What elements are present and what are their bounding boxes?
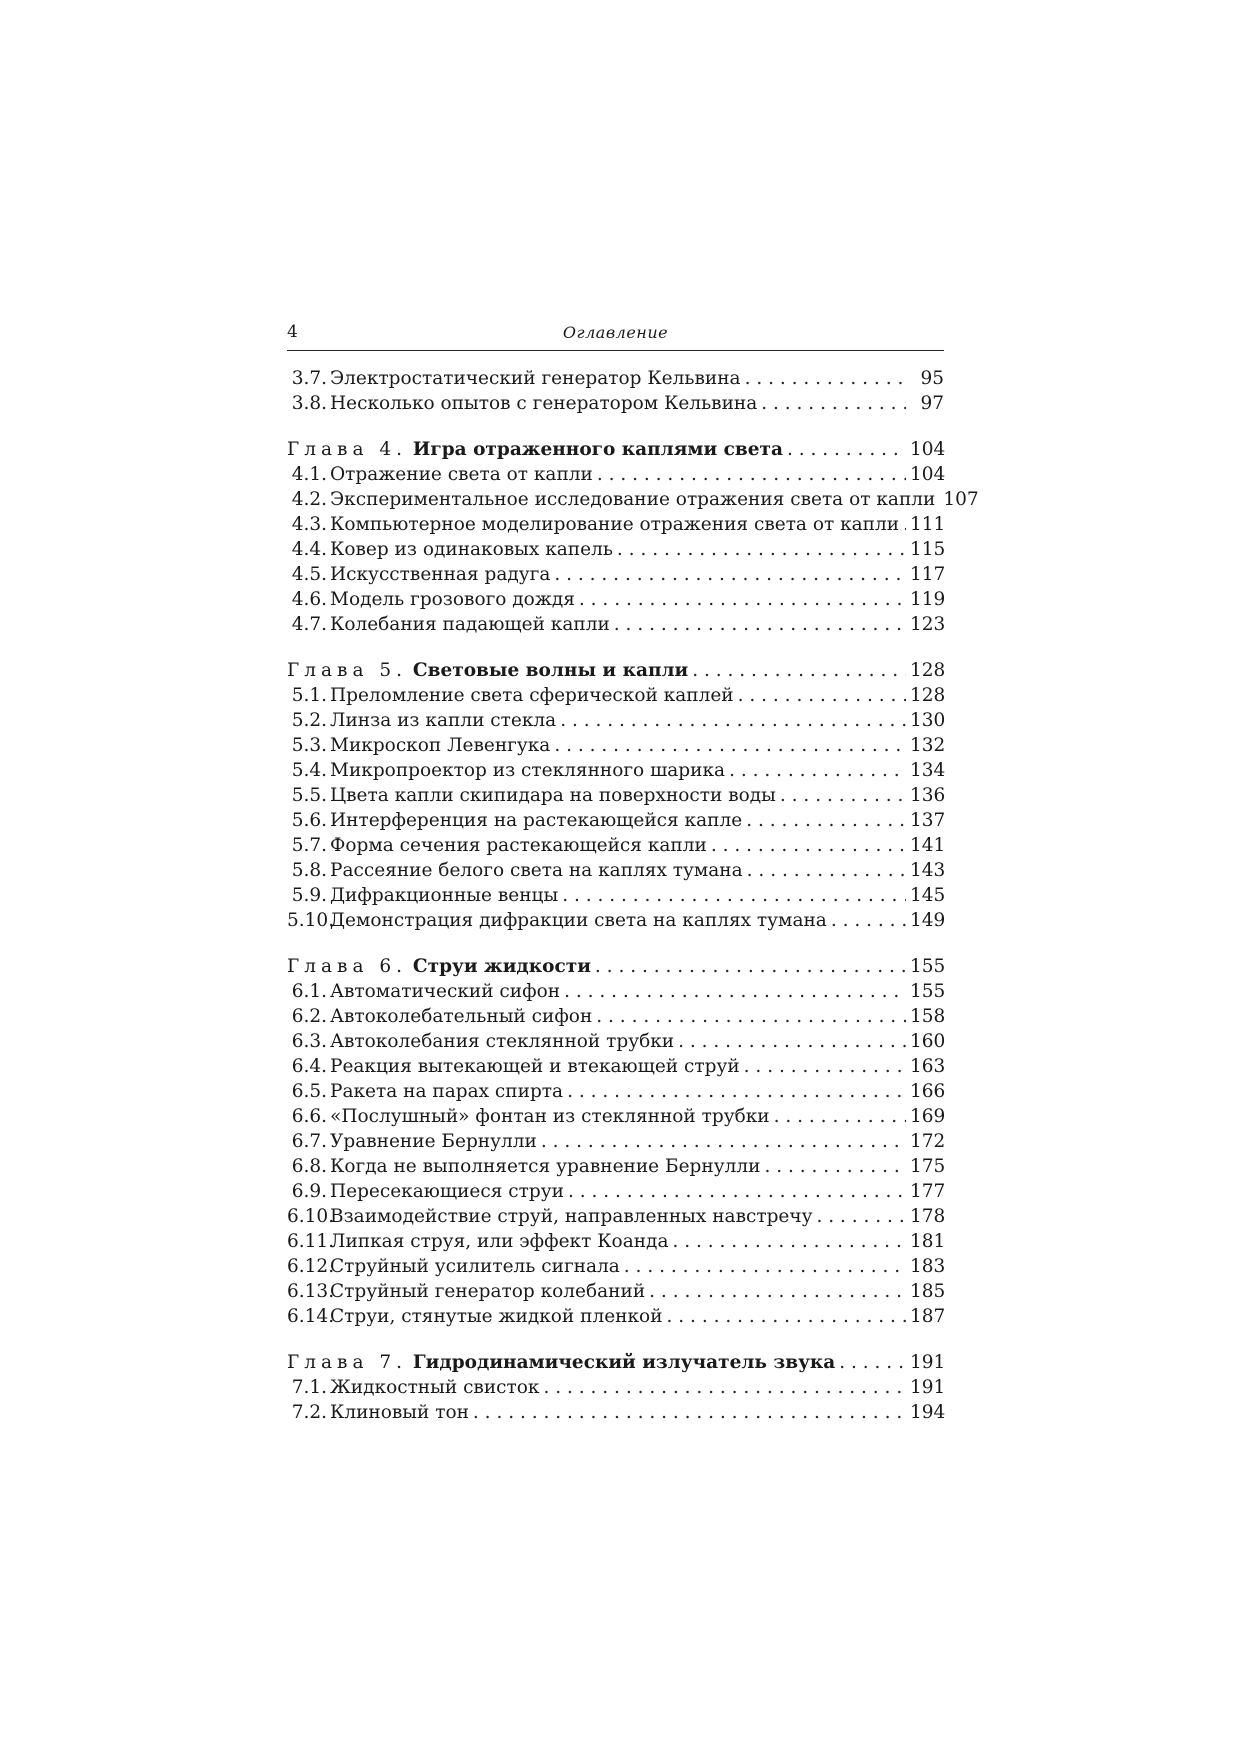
section-page: 97 xyxy=(920,393,944,414)
toc-entry xyxy=(287,1179,944,1204)
section-title: Преломление света сферической каплей xyxy=(330,685,734,706)
section-title: «Послушный» фонтан из стеклянной трубки xyxy=(330,1106,770,1127)
section-page: 107 xyxy=(943,489,979,510)
section-title: Жидкостный свисток xyxy=(330,1377,540,1398)
section-title: Струйный усилитель сигнала xyxy=(330,1256,620,1277)
toc-entry xyxy=(287,683,944,708)
toc-entry xyxy=(287,1400,944,1425)
chapter-page: 191 xyxy=(910,1352,946,1373)
section-title: Взаимодействие струй, направленных навстречу xyxy=(330,1206,813,1227)
section-title: Экспериментальное исследование отражения света от капли xyxy=(330,489,936,510)
section-number: 6.14. xyxy=(287,1306,335,1327)
dot-leader xyxy=(744,1054,906,1079)
section-number: 5.6. xyxy=(291,810,327,831)
section-title: Реакция вытекающей и втекающей струй xyxy=(330,1056,740,1077)
section-number: 4.6. xyxy=(291,589,327,610)
section-number: 5.1. xyxy=(291,685,327,706)
section-number: 7.2. xyxy=(291,1402,327,1423)
dot-leader xyxy=(747,858,906,883)
section-title: Рассеяние белого света на каплях тумана xyxy=(330,860,743,881)
dot-leader xyxy=(678,1029,906,1054)
section-number: 4.2. xyxy=(291,489,327,510)
dot-leader xyxy=(764,1154,906,1179)
dot-leader xyxy=(649,1279,906,1304)
section-number: 3.7. xyxy=(291,368,327,389)
dot-leader xyxy=(787,437,906,462)
dot-leader xyxy=(554,733,906,758)
toc-entry xyxy=(287,1204,944,1229)
section-page: 130 xyxy=(910,710,946,731)
toc-entry xyxy=(287,1054,944,1079)
toc-entry xyxy=(287,758,944,783)
section-page: 158 xyxy=(910,1006,946,1027)
toc-entry xyxy=(287,462,944,487)
toc-entry xyxy=(287,708,944,733)
section-number: 6.11. xyxy=(287,1231,335,1252)
chapter-entry xyxy=(287,1350,944,1375)
section-page: 111 xyxy=(910,514,946,535)
toc-entry xyxy=(287,858,944,883)
chapter-title: Игра отраженного каплями света xyxy=(412,439,783,460)
dot-leader xyxy=(746,808,906,833)
section-gap xyxy=(287,1329,944,1350)
section-title: Автоматический сифон xyxy=(330,981,561,1002)
section-number: 4.4. xyxy=(291,539,327,560)
section-page: 185 xyxy=(910,1281,946,1302)
section-title: Цвета капли скипидара на поверхности воды xyxy=(330,785,776,806)
section-number: 5.5. xyxy=(291,785,327,806)
toc-entry xyxy=(287,537,944,562)
chapter-label: Глава 5. xyxy=(287,660,408,681)
section-page: 132 xyxy=(910,735,946,756)
section-page: 191 xyxy=(910,1377,946,1398)
section-gap xyxy=(287,637,944,658)
chapter-entry xyxy=(287,437,944,462)
dot-leader xyxy=(774,1104,906,1129)
section-title: Когда не выполняется уравнение Бернулли xyxy=(330,1156,761,1177)
section-page: 141 xyxy=(910,835,946,856)
section-title: Автоколебательный сифон xyxy=(330,1006,593,1027)
chapter-label: Глава 4. xyxy=(287,439,408,460)
toc-entry xyxy=(287,1254,944,1279)
dot-leader xyxy=(560,708,906,733)
section-number: 6.1. xyxy=(291,981,327,1002)
section-page: 95 xyxy=(920,368,944,389)
chapter-heading xyxy=(287,658,688,683)
page-number: 4 xyxy=(287,322,298,342)
running-title: Оглавление xyxy=(562,323,669,342)
section-title: Компьютерное моделирование отражения света от капли xyxy=(330,514,900,535)
chapter-page: 128 xyxy=(910,660,946,681)
section-page: 166 xyxy=(910,1081,946,1102)
section-page: 155 xyxy=(910,981,946,1002)
section-title: Демонстрация дифракции света на каплях тумана xyxy=(330,910,827,931)
section-title: Интерференция на растекающейся капле xyxy=(330,810,743,831)
section-number: 5.3. xyxy=(291,735,327,756)
dot-leader xyxy=(738,683,906,708)
toc-entry xyxy=(287,1279,944,1304)
section-page: 137 xyxy=(910,810,946,831)
section-title: Микроскоп Левенгука xyxy=(330,735,551,756)
section-page: 128 xyxy=(910,685,946,706)
section-number: 6.6. xyxy=(291,1106,327,1127)
toc-entry xyxy=(287,366,944,391)
section-number: 6.2. xyxy=(291,1006,327,1027)
section-title: Модель грозового дождя xyxy=(330,589,575,610)
toc-entry xyxy=(287,391,944,416)
section-title: Пересекающиеся струи xyxy=(330,1181,564,1202)
toc-entry xyxy=(287,783,944,808)
section-title: Искусственная радуга xyxy=(330,564,551,585)
section-title: Дифракционные венцы xyxy=(330,885,559,906)
section-number: 5.10. xyxy=(287,910,335,931)
section-page: 181 xyxy=(910,1231,946,1252)
chapter-title: Световые волны и капли xyxy=(412,660,689,681)
toc-entry xyxy=(287,908,944,933)
section-gap xyxy=(287,416,944,437)
dot-leader xyxy=(597,462,906,487)
dot-leader xyxy=(839,1350,906,1375)
chapter-heading xyxy=(287,1350,835,1375)
section-title: Колебания падающей капли xyxy=(330,614,610,635)
dot-leader xyxy=(568,1179,906,1204)
chapter-page: 155 xyxy=(910,956,946,977)
chapter-entry xyxy=(287,954,944,979)
section-number: 6.9. xyxy=(291,1181,327,1202)
section-title: Липкая струя, или эффект Коанда xyxy=(330,1231,669,1252)
chapter-heading xyxy=(287,954,591,979)
dot-leader xyxy=(667,1304,906,1329)
chapter-page: 104 xyxy=(910,439,946,460)
dot-leader xyxy=(780,783,906,808)
chapter-label: Глава 6. xyxy=(287,956,408,977)
dot-leader xyxy=(554,562,906,587)
section-number: 4.7. xyxy=(291,614,327,635)
dot-leader xyxy=(624,1254,906,1279)
chapter-title: Струи жидкости xyxy=(412,956,591,977)
section-page: 194 xyxy=(910,1402,946,1423)
dot-leader xyxy=(711,833,906,858)
section-page: 123 xyxy=(910,614,946,635)
toc-entry xyxy=(287,1004,944,1029)
chapter-entry xyxy=(287,658,944,683)
section-page: 187 xyxy=(910,1306,946,1327)
toc-entry xyxy=(287,1029,944,1054)
section-title: Форма сечения растекающейся капли xyxy=(330,835,707,856)
section-number: 4.3. xyxy=(291,514,327,535)
section-number: 6.4. xyxy=(291,1056,327,1077)
section-number: 5.7. xyxy=(291,835,327,856)
section-number: 6.10. xyxy=(287,1206,335,1227)
section-number: 6.13. xyxy=(287,1281,335,1302)
section-number: 6.3. xyxy=(291,1031,327,1052)
section-page: 177 xyxy=(910,1181,946,1202)
dot-leader xyxy=(617,537,906,562)
toc-entry xyxy=(287,1154,944,1179)
dot-leader xyxy=(596,1004,906,1029)
section-number: 6.5. xyxy=(291,1081,327,1102)
section-title: Струи, стянутые жидкой пленкой xyxy=(330,1306,663,1327)
section-page: 149 xyxy=(910,910,946,931)
toc-entry xyxy=(287,808,944,833)
section-title: Ракета на парах спирта xyxy=(330,1081,564,1102)
dot-leader xyxy=(543,1375,906,1400)
section-page: 172 xyxy=(910,1131,946,1152)
running-header xyxy=(287,322,944,351)
toc-entry xyxy=(287,1304,944,1329)
dot-leader xyxy=(595,954,906,979)
toc-entry xyxy=(287,612,944,637)
dot-leader xyxy=(745,366,906,391)
toc-entry xyxy=(287,512,944,537)
table-of-contents xyxy=(287,366,979,1425)
toc-entry xyxy=(287,1129,944,1154)
chapter-label: Глава 7. xyxy=(287,1352,408,1373)
section-page: 178 xyxy=(910,1206,946,1227)
section-page: 175 xyxy=(910,1156,946,1177)
dot-leader xyxy=(567,1079,906,1104)
section-page: 143 xyxy=(910,860,946,881)
dot-leader xyxy=(816,1204,906,1229)
dot-leader xyxy=(579,587,906,612)
section-title: Клиновый тон xyxy=(330,1402,469,1423)
section-title: Струйный генератор колебаний xyxy=(330,1281,646,1302)
section-number: 5.9. xyxy=(291,885,327,906)
section-page: 104 xyxy=(910,464,946,485)
section-page: 119 xyxy=(910,589,946,610)
section-number: 5.4. xyxy=(291,760,327,781)
dot-leader xyxy=(761,391,906,416)
dot-leader xyxy=(473,1400,906,1425)
toc-entry xyxy=(287,1229,944,1254)
section-number: 4.5. xyxy=(291,564,327,585)
dot-leader xyxy=(729,758,906,783)
section-page: 183 xyxy=(910,1256,946,1277)
section-number: 3.8. xyxy=(291,393,327,414)
toc-entry xyxy=(287,587,944,612)
section-page: 169 xyxy=(910,1106,946,1127)
chapter-title: Гидродинамический излучатель звука xyxy=(412,1352,836,1373)
section-number: 5.8. xyxy=(291,860,327,881)
dot-leader xyxy=(614,612,906,637)
section-title: Линза из капли стекла xyxy=(330,710,557,731)
section-number: 6.12. xyxy=(287,1256,335,1277)
section-number: 6.7. xyxy=(291,1131,327,1152)
section-page: 134 xyxy=(910,760,946,781)
section-number: 6.8. xyxy=(291,1156,327,1177)
section-page: 160 xyxy=(910,1031,946,1052)
section-title: Несколько опытов с генератором Кельвина xyxy=(330,393,758,414)
section-page: 115 xyxy=(910,539,946,560)
section-title: Автоколебания стеклянной трубки xyxy=(330,1031,675,1052)
dot-leader xyxy=(692,658,906,683)
section-title: Ковер из одинаковых капель xyxy=(330,539,613,560)
dot-leader xyxy=(903,512,906,537)
dot-leader xyxy=(831,908,906,933)
section-title: Отражение света от капли xyxy=(330,464,593,485)
section-page: 145 xyxy=(910,885,946,906)
chapter-heading xyxy=(287,437,783,462)
section-title: Электростатический генератор Кельвина xyxy=(330,368,741,389)
toc-entry xyxy=(287,733,944,758)
section-page: 163 xyxy=(910,1056,946,1077)
toc-entry xyxy=(287,562,944,587)
section-number: 5.2. xyxy=(291,710,327,731)
section-number: 4.1. xyxy=(291,464,327,485)
section-page: 136 xyxy=(910,785,946,806)
section-gap xyxy=(287,933,944,954)
dot-leader xyxy=(562,883,906,908)
section-title: Уравнение Бернулли xyxy=(330,1131,537,1152)
toc-entry xyxy=(287,883,944,908)
section-page: 117 xyxy=(910,564,946,585)
dot-leader xyxy=(564,979,906,1004)
section-title: Микропроектор из стеклянного шарика xyxy=(330,760,726,781)
toc-entry xyxy=(287,1375,944,1400)
dot-leader xyxy=(672,1229,906,1254)
toc-entry xyxy=(287,1079,944,1104)
toc-entry xyxy=(287,833,944,858)
dot-leader xyxy=(541,1129,906,1154)
section-number: 7.1. xyxy=(291,1377,327,1398)
toc-entry xyxy=(287,1104,944,1129)
toc-entry xyxy=(287,487,979,512)
toc-entry xyxy=(287,979,944,1004)
